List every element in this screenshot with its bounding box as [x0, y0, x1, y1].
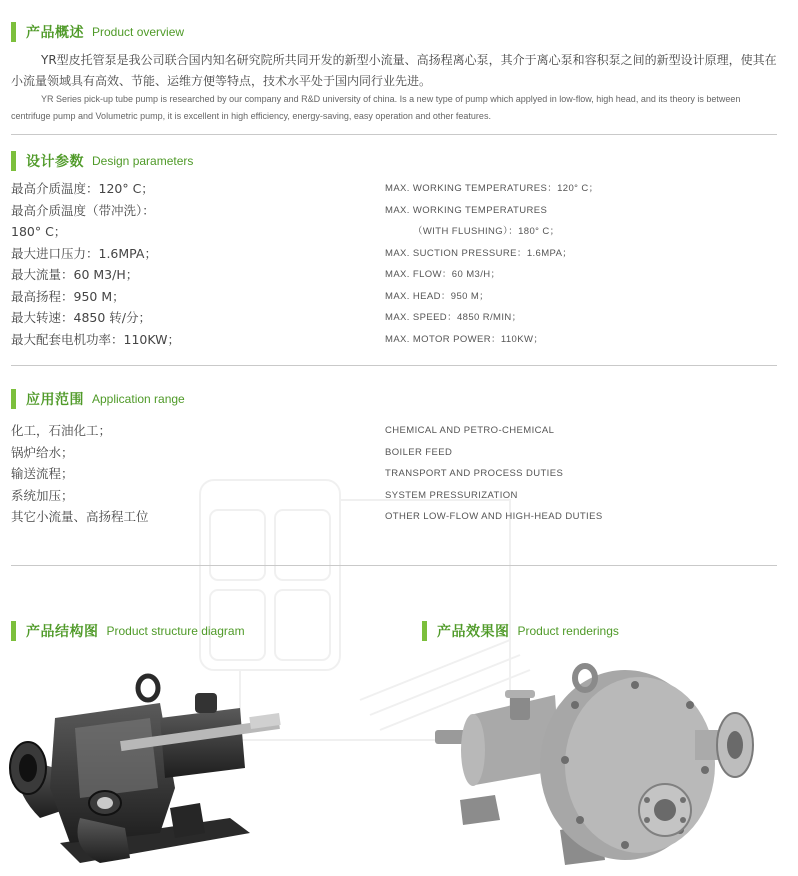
heading-accent-bar: [11, 389, 16, 409]
structure-title-cn: 产品结构图: [26, 624, 99, 640]
application-list-en: [385, 420, 603, 528]
structure-heading: [11, 621, 245, 641]
application-row-cn: 其它小流量、高扬程工位: [11, 509, 149, 524]
param-row-cn: 最大流量：60 M3/H；: [11, 267, 139, 282]
design-title-en: Design parameters: [92, 154, 194, 168]
application-title-en: Application range: [92, 392, 185, 406]
application-row-en: TRANSPORT AND PROCESS DUTIES: [385, 468, 564, 479]
divider: [11, 134, 777, 135]
param-row-cn: 最大转速：4850 转/分；: [11, 310, 151, 325]
design-title-cn: 设计参数: [26, 154, 84, 170]
design-params-en: [385, 178, 599, 350]
param-row-en: MAX. FLOW：60 M3/H；: [385, 269, 501, 280]
divider: [11, 365, 777, 366]
param-row-cn: 最大配套电机功率：110KW；: [11, 331, 180, 347]
param-row-en: MAX. HEAD：950 M；: [385, 290, 490, 302]
application-row-cn: 化工，石油化工；: [11, 423, 112, 438]
pump-structure-illustration: [0, 668, 290, 868]
application-row-en: CHEMICAL AND PETRO-CHEMICAL: [385, 425, 555, 436]
design-heading: [11, 151, 193, 171]
param-row-cn: 最高扬程：950 M；: [11, 288, 125, 304]
overview-title-cn: 产品概述: [26, 25, 84, 41]
param-row-cn: 180° C；: [11, 224, 67, 239]
param-row-en: MAX. MOTOR POWER：110KW；: [385, 333, 544, 345]
heading-accent-bar: [11, 22, 16, 42]
overview-text-en: YR Series pick-up tube pump is researched by our company and R&D university of china. Is a new type of pump which applyed in low-flow, high head, and its theory is between centrifuge pump and Volumetric pump, it is excellent in high efficiency, energy-saving, easy operation and other features.: [11, 94, 741, 121]
renderings-title-cn: 产品效果图: [437, 624, 510, 640]
param-row-en: MAX. WORKING TEMPERATURES：120° C；: [385, 183, 599, 194]
divider: [11, 565, 777, 566]
param-row-en: MAX. WORKING TEMPERATURES: [385, 204, 548, 216]
application-row-en: BOILER FEED: [385, 446, 453, 458]
application-row-en: OTHER LOW-FLOW AND HIGH-HEAD DUTIES: [385, 511, 603, 522]
param-row-cn: 最高介质温度（带冲洗）：: [11, 202, 155, 218]
application-row-cn: 输送流程；: [11, 466, 74, 481]
renderings-title-en: Product renderings: [517, 624, 619, 638]
renderings-heading: [422, 621, 619, 641]
overview-title-en: Product overview: [92, 25, 185, 39]
application-row-en: SYSTEM PRESSURIZATION: [385, 489, 518, 501]
application-heading: [11, 389, 185, 409]
param-row-en: MAX. SPEED：4850 R/MIN；: [385, 312, 522, 323]
pump-rendering-illustration: [425, 660, 770, 870]
param-row-en: （WITH FLUSHING）：180° C；: [413, 226, 560, 237]
structure-title-en: Product structure diagram: [106, 624, 245, 638]
heading-accent-bar: [11, 621, 16, 641]
heading-accent-bar: [422, 621, 427, 641]
application-list-cn: [11, 420, 149, 528]
heading-accent-bar: [11, 151, 16, 171]
overview-heading: [11, 22, 184, 42]
param-row-en: MAX. SUCTION PRESSURE：1.6MPA；: [385, 247, 573, 259]
application-row-cn: 锅炉给水；: [11, 444, 74, 460]
param-row-cn: 最大进口压力：1.6MPA；: [11, 245, 157, 261]
design-params-cn: [11, 178, 180, 350]
overview-text-cn: YR型皮托管泵是我公司联合国内知名研究院所共同开发的新型小流量、高扬程离心泵，其介于离心泵和容积泵之间的新型设计原理，使其在小流量领域具有高效、节能、运维方便等特点，技术水平处于国内同行业先进。: [11, 53, 777, 88]
application-row-cn: 系统加压；: [11, 487, 74, 503]
param-row-cn: 最高介质温度：120° C；: [11, 181, 154, 196]
application-title-cn: 应用范围: [26, 392, 84, 408]
